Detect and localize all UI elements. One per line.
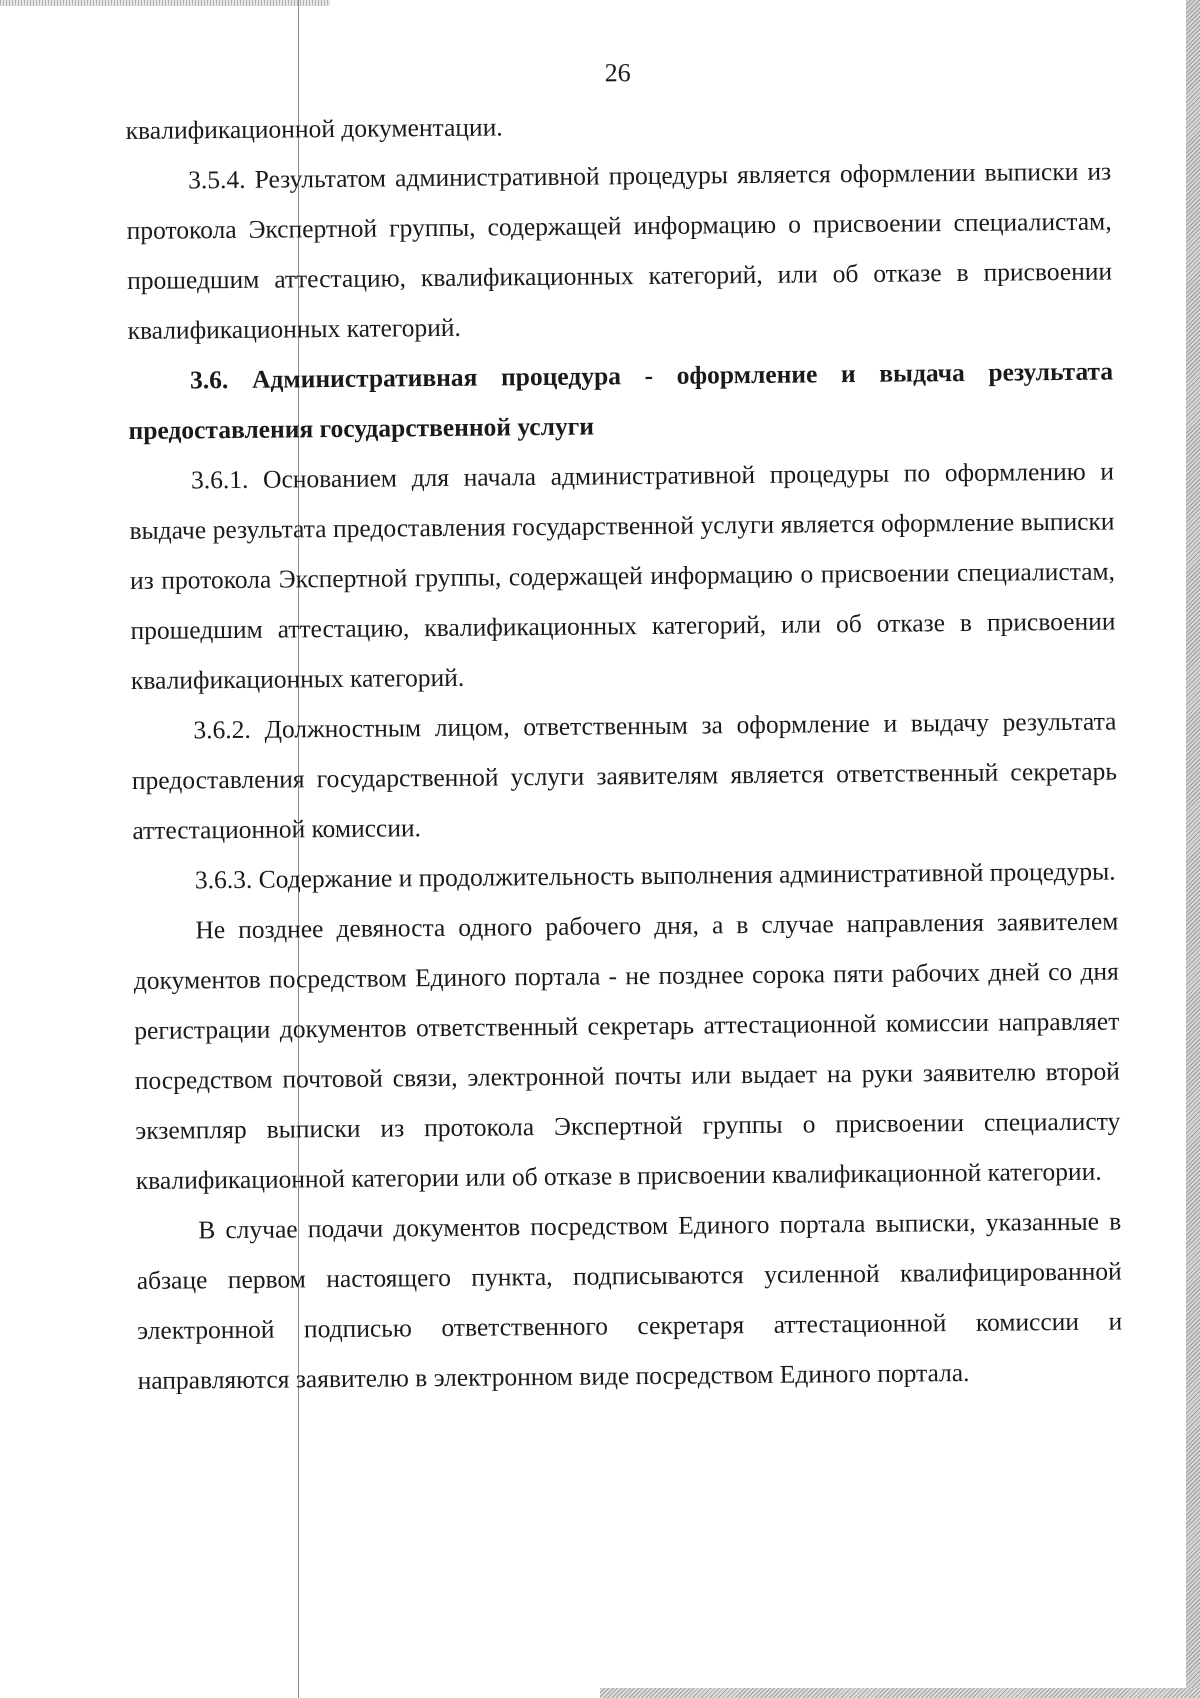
paragraph-3-6-3: 3.6.3. Содержание и продолжительность выполнения административной процедуры. [194, 856, 1116, 895]
paragraph-electronic-delivery: В случае подачи документов посредством Единого портала выписки, указанные в абзаце первом настоящего пункта, подписываются усиленной квалифицированной электронной подписью ответственного секретаря аттестационной комиссии и направляются заявителю в электронном виде посредством Единого портала. [136, 1206, 1123, 1395]
scan-edge-right [1186, 0, 1200, 1698]
page-number: 26 [604, 58, 631, 88]
section-heading-3-6: 3.6. Административная процедура - оформление и выдача результата предоставления государственной услуги [128, 356, 1114, 445]
paragraph-3-6-2: 3.6.2. Должностным лицом, ответственным за оформление и выдачу результата предоставления государственной услуги заявителям является ответственный секретарь аттестационной комиссии. [131, 706, 1118, 845]
scan-edge-top [0, 0, 330, 6]
scan-edge-bottom [600, 1688, 1200, 1698]
document-page [125, 49, 1123, 1406]
paragraph-3-5-4: 3.5.4. Результатом административной процедуры является оформлении выписки из протокола Экспертной группы, содержащей информацию о присвоении специалистам, прошедшим аттестацию, квалификационных категорий, или об отказе в присвоении квалификационных категорий. [126, 156, 1113, 345]
paragraph-deadline: Не позднее девяноста одного рабочего дня, а в случае направления заявителем документов посредством Единого портала - не позднее сорока пяти рабочих дней со дня регистрации документов ответственный секретарь аттестационной комиссии направляет посредством почтовой связи, электронной почты или выдает на руки заявителю второй экземпляр выписки из протокола Экспертной группы о присвоении специалисту квалификационной категории или об отказе в присвоении квалификационной категории. [133, 906, 1121, 1195]
paragraph-continuation: квалификационной документации. [125, 112, 503, 145]
paragraph-3-6-1: 3.6.1. Основанием для начала административной процедуры по оформлению и выдаче результата предоставления государственной услуги является оформление выписки из протокола Экспертной группы, содержащей информацию о присвоении специалистам, прошедшим аттестацию, квалификационных категорий, или об отказе в присвоении квалификационных категорий. [129, 456, 1116, 695]
